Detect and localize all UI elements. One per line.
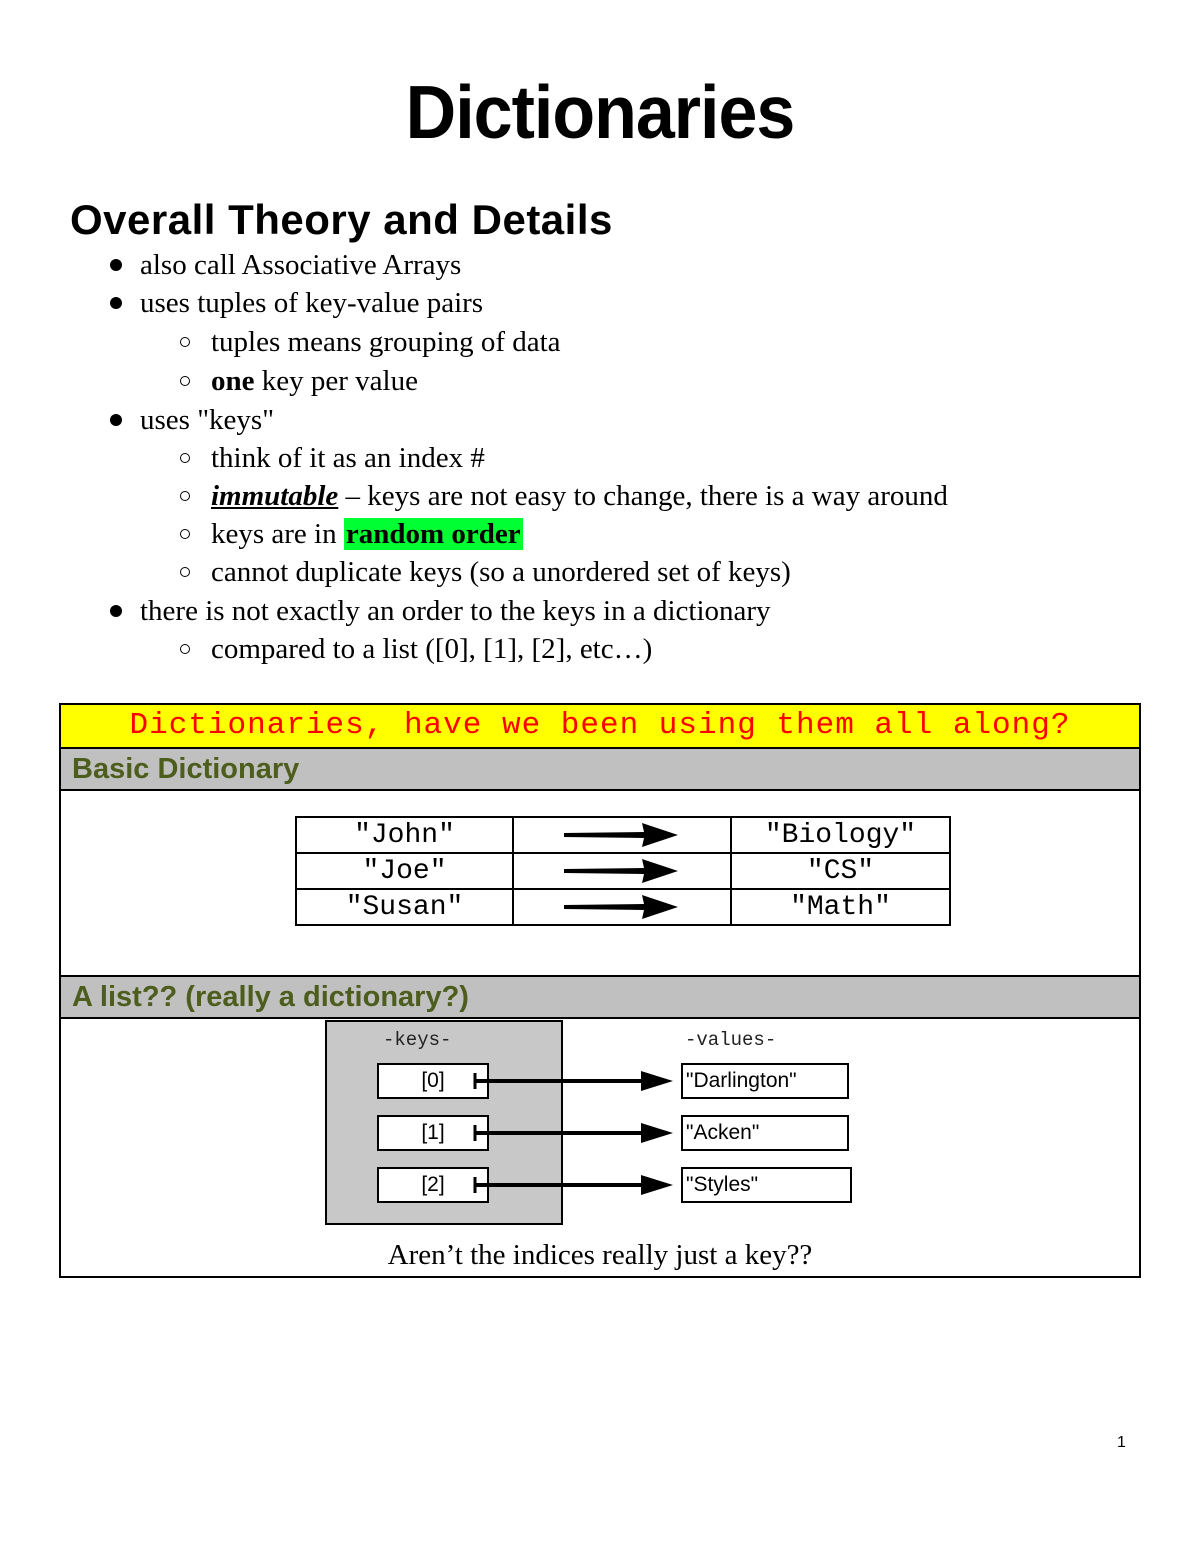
list-item (211, 477, 948, 515)
right-arrow-icon (475, 1175, 673, 1195)
list-item: uses tuples of key-value pairs (140, 287, 484, 319)
list-item-text: key per value (254, 365, 418, 397)
basic-dictionary-heading: Basic Dictionary (61, 749, 1139, 791)
dict-value-cell: "Biology" (731, 817, 950, 853)
right-arrow-icon (475, 1071, 673, 1091)
list-value-box: "Acken" (681, 1115, 849, 1151)
list-item: compared to a list ([0], [1], [2], etc…) (211, 633, 653, 665)
sub-bullet-circle-icon (180, 644, 190, 654)
list-item (211, 515, 523, 553)
list-item: think of it as an index # (211, 442, 485, 474)
box-title: Dictionaries, have we been using them all along? (61, 705, 1139, 749)
list-item: uses "keys" (140, 404, 275, 436)
page-title: Dictionaries (405, 69, 795, 155)
sub-bullet-circle-icon (180, 529, 190, 539)
example-box (59, 703, 1141, 1278)
sub-bullet-circle-icon (180, 337, 190, 347)
list-item: cannot duplicate keys (so a unordered set of keys) (211, 556, 791, 588)
page-number: 1 (1117, 1434, 1126, 1451)
list-item-text: keys are in (211, 518, 344, 550)
bullet-dot-icon (110, 297, 122, 309)
dict-value-cell: "CS" (731, 853, 950, 889)
values-label: -values- (685, 1029, 777, 1051)
sub-bullet-circle-icon (180, 491, 190, 501)
list-value-box: "Styles" (681, 1167, 852, 1203)
list-caption: Aren’t the indices really just a key?? (387, 1239, 813, 1271)
right-arrow-icon (475, 1123, 673, 1143)
list-key-box: [2] (377, 1167, 489, 1203)
dict-key-cell: "Susan" (296, 889, 513, 925)
dict-key-cell: "Joe" (296, 853, 513, 889)
list-item: tuples means grouping of data (211, 326, 561, 358)
keys-label: -keys- (383, 1029, 452, 1051)
sub-bullet-circle-icon (180, 567, 190, 577)
highlighted-text: random order (345, 518, 521, 550)
list-arrows (61, 705, 1139, 1276)
bullet-dot-icon (110, 605, 122, 617)
sub-bullet-circle-icon (180, 453, 190, 463)
list-item: also call Associative Arrays (140, 249, 462, 281)
list-key-box: [0] (377, 1063, 489, 1099)
dict-value-cell: "Math" (731, 889, 950, 925)
list-dictionary-heading: A list?? (really a dictionary?) (61, 975, 1139, 1019)
list-key-box: [1] (377, 1115, 489, 1151)
dict-key-cell: "John" (296, 817, 513, 853)
immutable-term: immutable (211, 480, 339, 512)
list-item (211, 362, 418, 400)
list-item-text: – keys are not easy to change, there is a way around (338, 480, 948, 512)
bullet-dot-icon (110, 259, 122, 271)
section-heading: Overall Theory and Details (70, 196, 613, 243)
bold-text: one (211, 365, 255, 397)
bullet-dot-icon (110, 414, 122, 426)
sub-bullet-circle-icon (180, 376, 190, 386)
list-item: there is not exactly an order to the keys in a dictionary (140, 595, 771, 627)
list-value-box: "Darlington" (681, 1063, 849, 1099)
